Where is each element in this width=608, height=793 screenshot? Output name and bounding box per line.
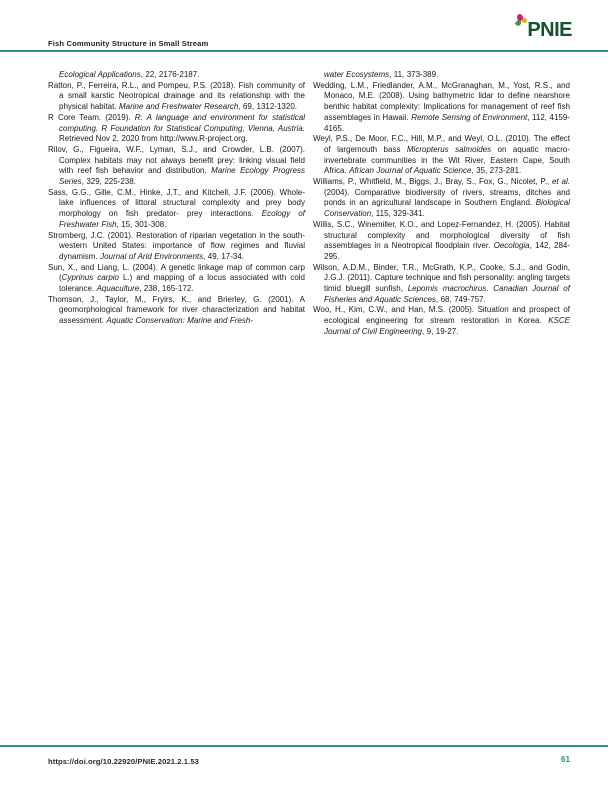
footer-rule bbox=[0, 745, 608, 747]
reference-entry: Williams, P., Whitfield, M., Biggs, J., Bray, S., Fox, G., Nicolet, P., et al. (2004). Comparative biodiversity of rivers, streams, ditches and ponds in an agricultural landscape in Southern England. Biological Conservation, 115, 329-341. bbox=[313, 177, 570, 219]
reference-entry: Willis, S.C., Winemiller, K.O., and Lopez-Fernandez, H. (2005). Habitat structural complexity and morphological diversity of fish assemblages in a Neotropical floodplain river. Oecologia, 142, 284-295. bbox=[313, 219, 571, 261]
references-column-left bbox=[48, 70, 305, 338]
reference-entry: Ecological Applications, 22, 2176-2187. bbox=[59, 70, 200, 79]
page-number: 61 bbox=[560, 755, 570, 764]
reference-entry: Weyl, P.S., De Moor, F.C., Hill, M.P., and Weyl, O.L. (2010). The effect of largemouth bass Micropterus salmoides on aquatic macro-invertebrate communities in the Wit River, Eastern Cape, South Africa. African Journal of Aquatic Science, 35, 273-281. bbox=[313, 134, 570, 176]
references-column-right bbox=[313, 70, 570, 338]
reference-entry: Thomson, J., Taylor, M., Fryirs, K., and Brierley, G. (2001). A geomorphological framework for river characterization and habitat assessment. Aquatic Conservation: Marine and Fresh- bbox=[48, 294, 305, 326]
running-title: Fish Community Structure in Small Stream bbox=[48, 39, 209, 48]
reference-entry: Sass, G.G., Gille, C.M., Hinke, J.T., and Kitchell, J.F. (2006). Whole-lake influences of littoral structural complexity and prey body morphology on fish predator- prey interactions. Ecology of Freshwater Fish, 15, 301-308. bbox=[48, 187, 305, 229]
header-rule bbox=[0, 50, 608, 52]
reference-entry: R Core Team. (2019). R: A language and environment for statistical computing. R Foundation for Statistical Computing, Vienna, Austria. Retrieved Nov 2, 2020 from http://www.R-project.org. bbox=[48, 112, 306, 144]
reference-entry: Stromberg, J.C. (2001). Restoration of riparian vegetation in the south-western United States: importance of flow regimes and fluvial dynamism. Journal of Arid Environments, 49, 17-34. bbox=[48, 230, 305, 261]
reference-entry: Woo, H., Kim, C.W., and Han, M.S. (2005). Situation and prospect of ecological engineering for stream restoration in Korea. KSCE Journal of Civil Engineering, 9, 19-27. bbox=[313, 305, 570, 336]
reference-entry: water Ecosystems, 11, 373-389. bbox=[324, 70, 439, 79]
reference-entry: Rilov, G., Figueira, W.F., Lyman, S.J., and Crowder, L.B. (2007). Complex habitats may not always benefit prey: linking visual field with reef fish behavior and distribution. Marine Ecology Progress Series, 329, 225-238. bbox=[48, 144, 305, 187]
reference-entry: Sun, X., and Liang, L. (2004). A genetic linkage map of common carp (Cyprinus carpio L.) and mapping of a locus associated with cold tolerance. Aquaculture, 238, 165-172. bbox=[48, 262, 305, 294]
reference-entry: Wedding, L.M., Friedlander, A.M., McGranaghan, M., Yost, R.S., and Monaco, M.E. (2008). Using bathymetric lidar to define nearshore benthic habitat complexity: Implications for management of reef fish assemblages in Hawaii. Remote Sensing of Environment, 112, 4159-4165. bbox=[313, 80, 570, 133]
doi-link[interactable]: https://doi.org/10.22920/PNIE.2021.2.1.53 bbox=[48, 757, 199, 766]
journal-logo bbox=[515, 14, 572, 40]
references-section bbox=[48, 70, 570, 338]
reference-entry: Ratton, P., Ferreira, R.L., and Pompeu, P.S. (2018). Fish community of a small karstic Neotropical drainage and its relationship with the physical habitat. Marine and Freshwater Research, 69, 1312-1320. bbox=[48, 80, 305, 112]
reference-entry: Wilson, A.D.M., Binder, T.R., McGrath, K.P., Cooke, S.J., and Godin, J.G.J. (2011). Capture technique and fish personality: angling targets timid bluegill sunfish, Lepomis macrochirus. Canadian Journal of Fisheries and Aquatic Sciences, 68, 749-757. bbox=[313, 262, 570, 304]
pnie-sprout-icon bbox=[515, 14, 528, 28]
logo-text: PNIE bbox=[527, 19, 572, 41]
